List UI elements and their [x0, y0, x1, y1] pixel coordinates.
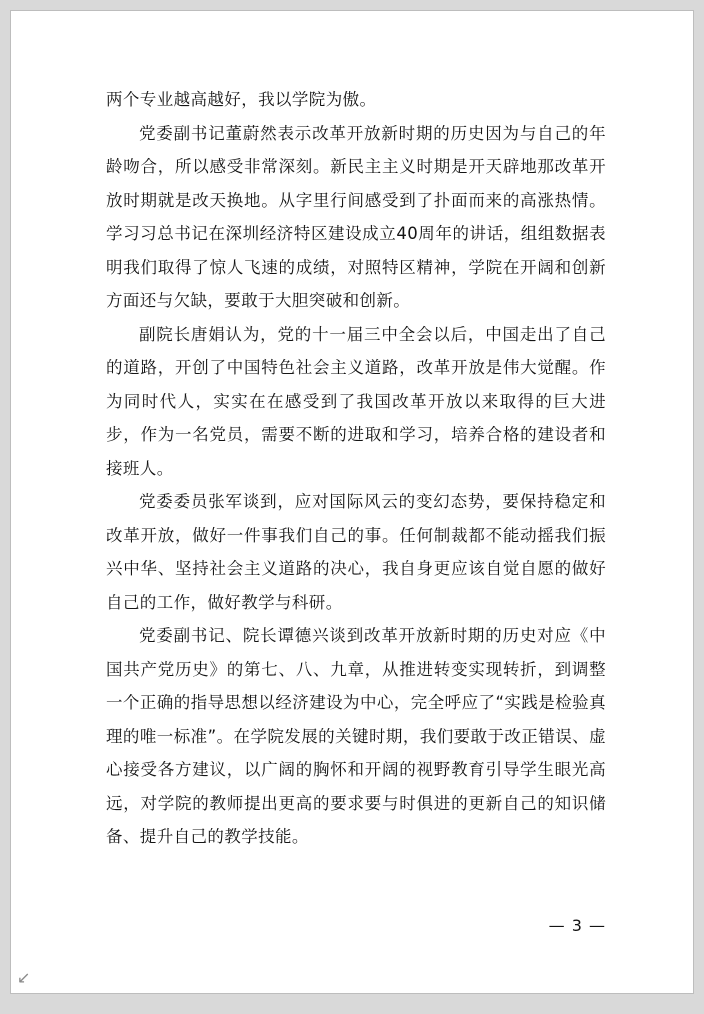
page-number: — 3 —	[548, 916, 606, 935]
paragraph-3: 副院长唐娟认为，党的十一届三中全会以后，中国走出了自己的道路，开创了中国特色社会主义道路，改革开放是伟大觉醒。作为同时代人，实实在在感受到了我国改革开放以来取得的巨大进步，作为一名党员，需要不断的进取和学习，培养合格的建设者和接班人。	[106, 324, 606, 478]
paragraph-2: 党委副书记董蔚然表示改革开放新时期的历史因为与自己的年龄吻合，所以感受非常深刻。新民主主义时期是开天辟地那改革开放时期就是改天换地。从字里行间感受到了扑面而来的高涨热情。学习习总书记在深圳经济特区建设成立40周年的讲话，组组数据表明我们取得了惊人飞速的成绩，对照特区精神，学院在开阔和创新方面还与欠缺，要敢于大胆突破和创新。	[106, 123, 606, 310]
paragraph-5: 党委副书记、院长谭德兴谈到改革开放新时期的历史对应《中国共产党历史》的第七、八、九章，从推进转变实现转折，到调整一个正确的指导思想以经济建设为中心，完全呼应了“实践是检验真理的唯一标准”。在学院发展的关键时期，我们要敢于改正错误、虚心接受各方建议，以广阔的胸怀和开阔的视野教育引导学生眼光高远，对学院的教师提出更高的要求要与时俱进的更新自己的知识储备、提升自己的教学技能。	[106, 626, 606, 846]
page-body	[106, 83, 606, 854]
paragraph-4: 党委委员张军谈到，应对国际风云的变幻态势，要保持稳定和改革开放，做好一件事我们自己的事。任何制裁都不能动摇我们振兴中华、坚持社会主义道路的决心，我自身更应该自觉自愿的做好自己的工作，做好教学与科研。	[106, 492, 606, 612]
paragraph-1: 两个专业越高越好，我以学院为傲。	[106, 90, 377, 109]
resize-arrow-icon: ↙	[17, 968, 31, 987]
document-page	[10, 10, 694, 994]
